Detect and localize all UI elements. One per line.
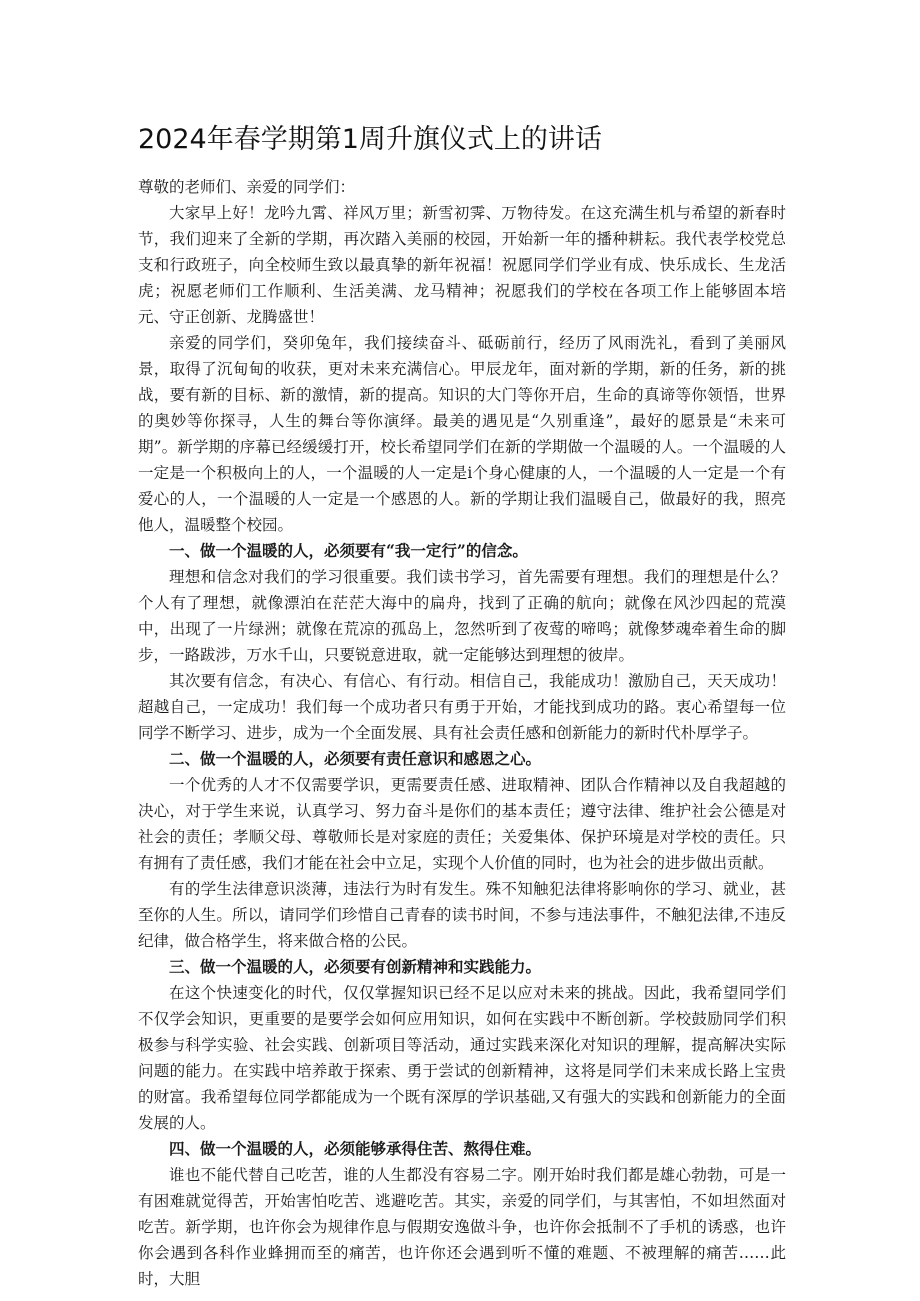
section-heading: 三、做一个温暖的人，必须要有创新精神和实践能力。 xyxy=(169,957,542,976)
body-paragraph: 一个优秀的人才不仅需要学识，更需要责任感、进取精神、团队合作精神以及自我超越的决心，对于学生来说，认真学习、努力奋斗是你们的基本责任；遵守法律、维护社会公德是对社会的责任；孝顺父母、尊敬师长是对家庭的责任；关爱集体、保护环境是对学校的责任。只有拥有了责任感，我们才能在社会中立足，实现个人价值的同时，也为社会的进步做出贡献。 xyxy=(138,776,786,872)
body-paragraph: 有的学生法律意识淡薄，违法行为时有发生。殊不知触犯法律将影响你的学习、就业，甚至你的人生。所以，请同学们珍惜自己青春的读书时间，不参与违法事件，不触犯法律,不违反纪律，做合格学生，将来做合格的公民。 xyxy=(138,880,786,950)
body-paragraph: 理想和信念对我们的学习很重要。我们读书学习，首先需要有理想。我们的理想是什么？个人有了理想，就像漂泊在茫茫大海中的扁舟，找到了正确的航向；就像在风沙四起的荒漠中，出现了一片绿洲；就像在荒凉的孤岛上，忽然听到了夜莺的啼鸣；就像梦魂牵着生命的脚步，一路跋涉，万水千山，只要锐意进取，就一定能够达到理想的彼岸。 xyxy=(138,568,786,664)
body-paragraph: 谁也不能代替自己吃苦，谁的人生都没有容易二字。刚开始时我们都是雄心勃勃，可是一有困难就觉得苦，开始害怕吃苦、逃避吃苦。其实，亲爱的同学们，与其害怕，不如坦然面对吃苦。新学期，也许你会为规律作息与假期安逸做斗争，也许你会抵制不了手机的诱惑，也许你会遇到各科作业蜂拥而至的痛苦，也许你还会遇到听不懂的难题、不被理解的痛苦……此时，大胆 xyxy=(138,1166,786,1288)
section-heading: 一、做一个温暖的人，必须要有“我一定行”的信念。 xyxy=(169,541,528,560)
section-heading: 二、做一个温暖的人，必须要有责任意识和感恩之心。 xyxy=(169,749,542,768)
document-page xyxy=(138,0,786,1292)
salutation: 尊敬的老师们、亲爱的同学们： xyxy=(138,178,356,196)
body-paragraph: 亲爱的同学们，癸卯兔年，我们接续奋斗、砥砺前行，经历了风雨洗礼，看到了美丽风景，取得了沉甸甸的收获，更对未来充满信心。甲辰龙年，面对新的学期，新的任务，新的挑战，要有新的目标、新的激情，新的提高。知识的大门等你开启，生命的真谛等你领悟，世界的奥妙等你探寻，人生的舞台等你演绎。最美的遇见是“久别重逢”，最好的愿景是“未来可期”。新学期的序幕已经缓缓打开，校长希望同学们在新的学期做一个温暖的人。一个温暖的人一定是一个积极向上的人，一个温暖的人一定是i个身心健康的人，一个温暖的人一定是一个有爱心的人，一个温暖的人一定是一个感恩的人。新的学期让我们温暖自己，做最好的我，照亮他人，温暖整个校园。 xyxy=(138,334,786,534)
document-body xyxy=(138,200,786,1292)
body-paragraph: 其次要有信念，有决心、有信心、有行动。相信自己，我能成功！激励自己，天天成功！超越自己，一定成功！我们每一个成功者只有勇于开始，才能找到成功的路。衷心希望每一位同学不断学习、进步，成为一个全面发展、具有社会责任感和创新能力的新时代朴厚学子。 xyxy=(138,672,786,742)
body-paragraph: 在这个快速变化的时代，仅仅掌握知识已经不足以应对未来的挑战。因此，我希望同学们不仅学会知识，更重要的是要学会如何应用知识，如何在实践中不断创新。学校鼓励同学们积极参与科学实验、社会实践、创新项目等活动，通过实践来深化对知识的理解，提高解决实际问题的能力。在实践中培养敢于探索、勇于尝试的创新精神，这将是同学们未来成长路上宝贵的财富。我希望每位同学都能成为一个既有深厚的学识基础,又有强大的实践和创新能力的全面发展的人。 xyxy=(138,984,786,1132)
section-heading: 四、做一个温暖的人，必须能够承得住苦、熬得住难。 xyxy=(169,1139,542,1158)
document-title: 2024年春学期第1周升旗仪式上的讲话 xyxy=(138,124,602,155)
body-paragraph: 大家早上好！龙吟九霄、祥风万里；新雪初霁、万物待发。在这充满生机与希望的新春时节，我们迎来了全新的学期，再次踏入美丽的校园，开始新一年的播种耕耘。我代表学校党总支和行政班子，向全校师生致以最真挚的新年祝福！祝愿同学们学业有成、快乐成长、生龙活虎；祝愿老师们工作顺利、生活美满、龙马精神；祝愿我们的学校在各项工作上能够固本培元、守正创新、龙腾盛世！ xyxy=(138,204,786,326)
